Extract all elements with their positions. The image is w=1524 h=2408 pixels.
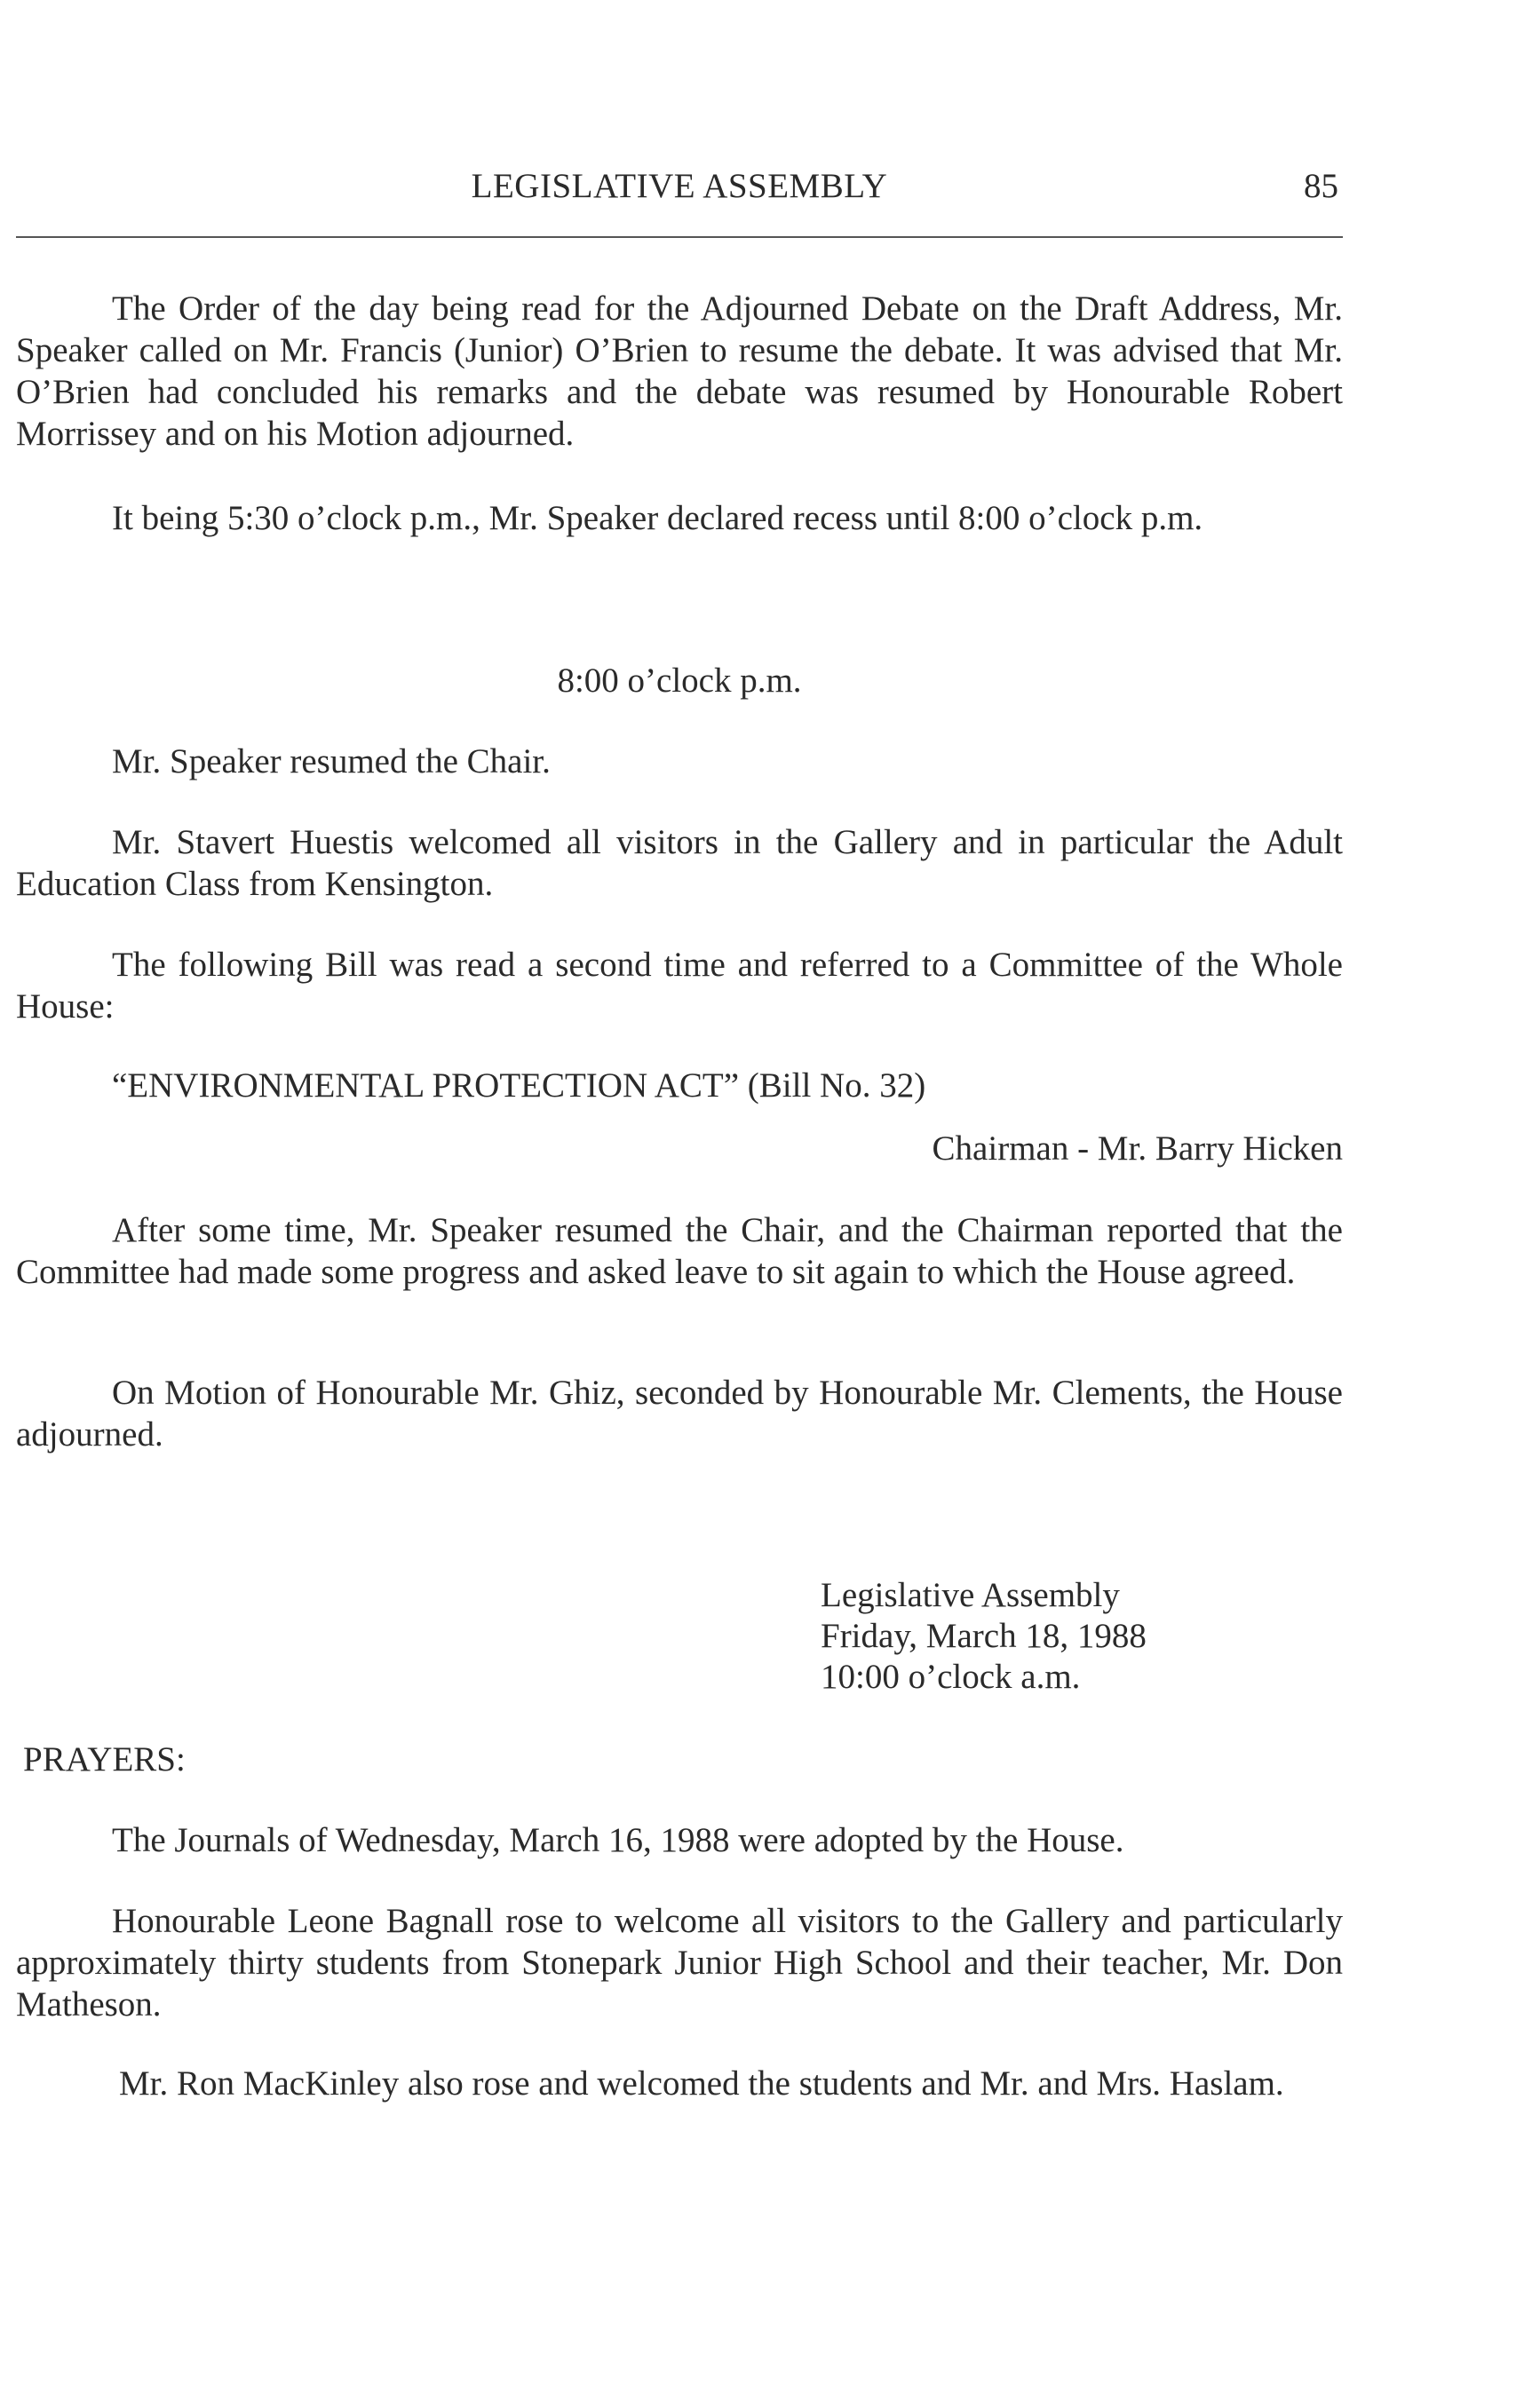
sitting-time: 10:00 o’clock a.m. <box>821 1658 1081 1696</box>
paragraph-house-adjourned: On Motion of Honourable Mr. Ghiz, seconded by Honourable Mr. Clements, the House adjourned. <box>16 1374 1343 1454</box>
paragraph-bill-second-reading: The following Bill was read a second time and referred to a Committee of the Whole House: <box>16 946 1343 1026</box>
paragraph-speaker-resumed: Mr. Speaker resumed the Chair. <box>112 742 551 780</box>
paragraph-journals-adopted: The Journals of Wednesday, March 16, 1988 were adopted by the House. <box>112 1821 1124 1859</box>
committee-chairman: Chairman - Mr. Barry Hicken <box>932 1129 1343 1168</box>
page-number: 85 <box>1304 167 1338 205</box>
paragraph-bagnall-welcome: Honourable Leone Bagnall rose to welcome all visitors to the Gallery and particularly approximately thirty students from Stonepark Junior High School and their teacher, Mr. Don Matheson. <box>16 1902 1343 2024</box>
sitting-place: Legislative Assembly <box>821 1576 1120 1614</box>
page-header-title: LEGISLATIVE ASSEMBLY <box>471 167 888 205</box>
paragraph-adjourned-debate: The Order of the day being read for the Adjourned Debate on the Draft Address, Mr. Speaker called on Mr. Francis (Junior) O’Brien to resume the debate. It was advised that Mr. O’Brien had concluded his remarks and the debate was resumed by Honourable Robert Morrissey and on his Motion adjourned. <box>16 289 1343 453</box>
paragraph-visitors-welcome: Mr. Stavert Huestis welcomed all visitors in the Gallery and in particular the Adult Education Class from Kensington. <box>16 823 1343 903</box>
paragraph-mackinley-welcome: Mr. Ron MacKinley also rose and welcomed the students and Mr. and Mrs. Haslam. <box>119 2064 1284 2103</box>
time-heading: 8:00 o’clock p.m. <box>557 661 802 700</box>
header-divider <box>16 236 1343 238</box>
bill-title: “ENVIRONMENTAL PROTECTION ACT” (Bill No. 32) <box>112 1066 926 1105</box>
sitting-date: Friday, March 18, 1988 <box>821 1617 1147 1655</box>
paragraph-committee-report: After some time, Mr. Speaker resumed the Chair, and the Chairman reported that the Committee had made some progress and asked leave to sit again to which the House agreed. <box>16 1211 1343 1291</box>
prayers-heading: PRAYERS: <box>23 1740 186 1778</box>
paragraph-recess: It being 5:30 o’clock p.m., Mr. Speaker declared recess until 8:00 o’clock p.m. <box>112 499 1203 537</box>
